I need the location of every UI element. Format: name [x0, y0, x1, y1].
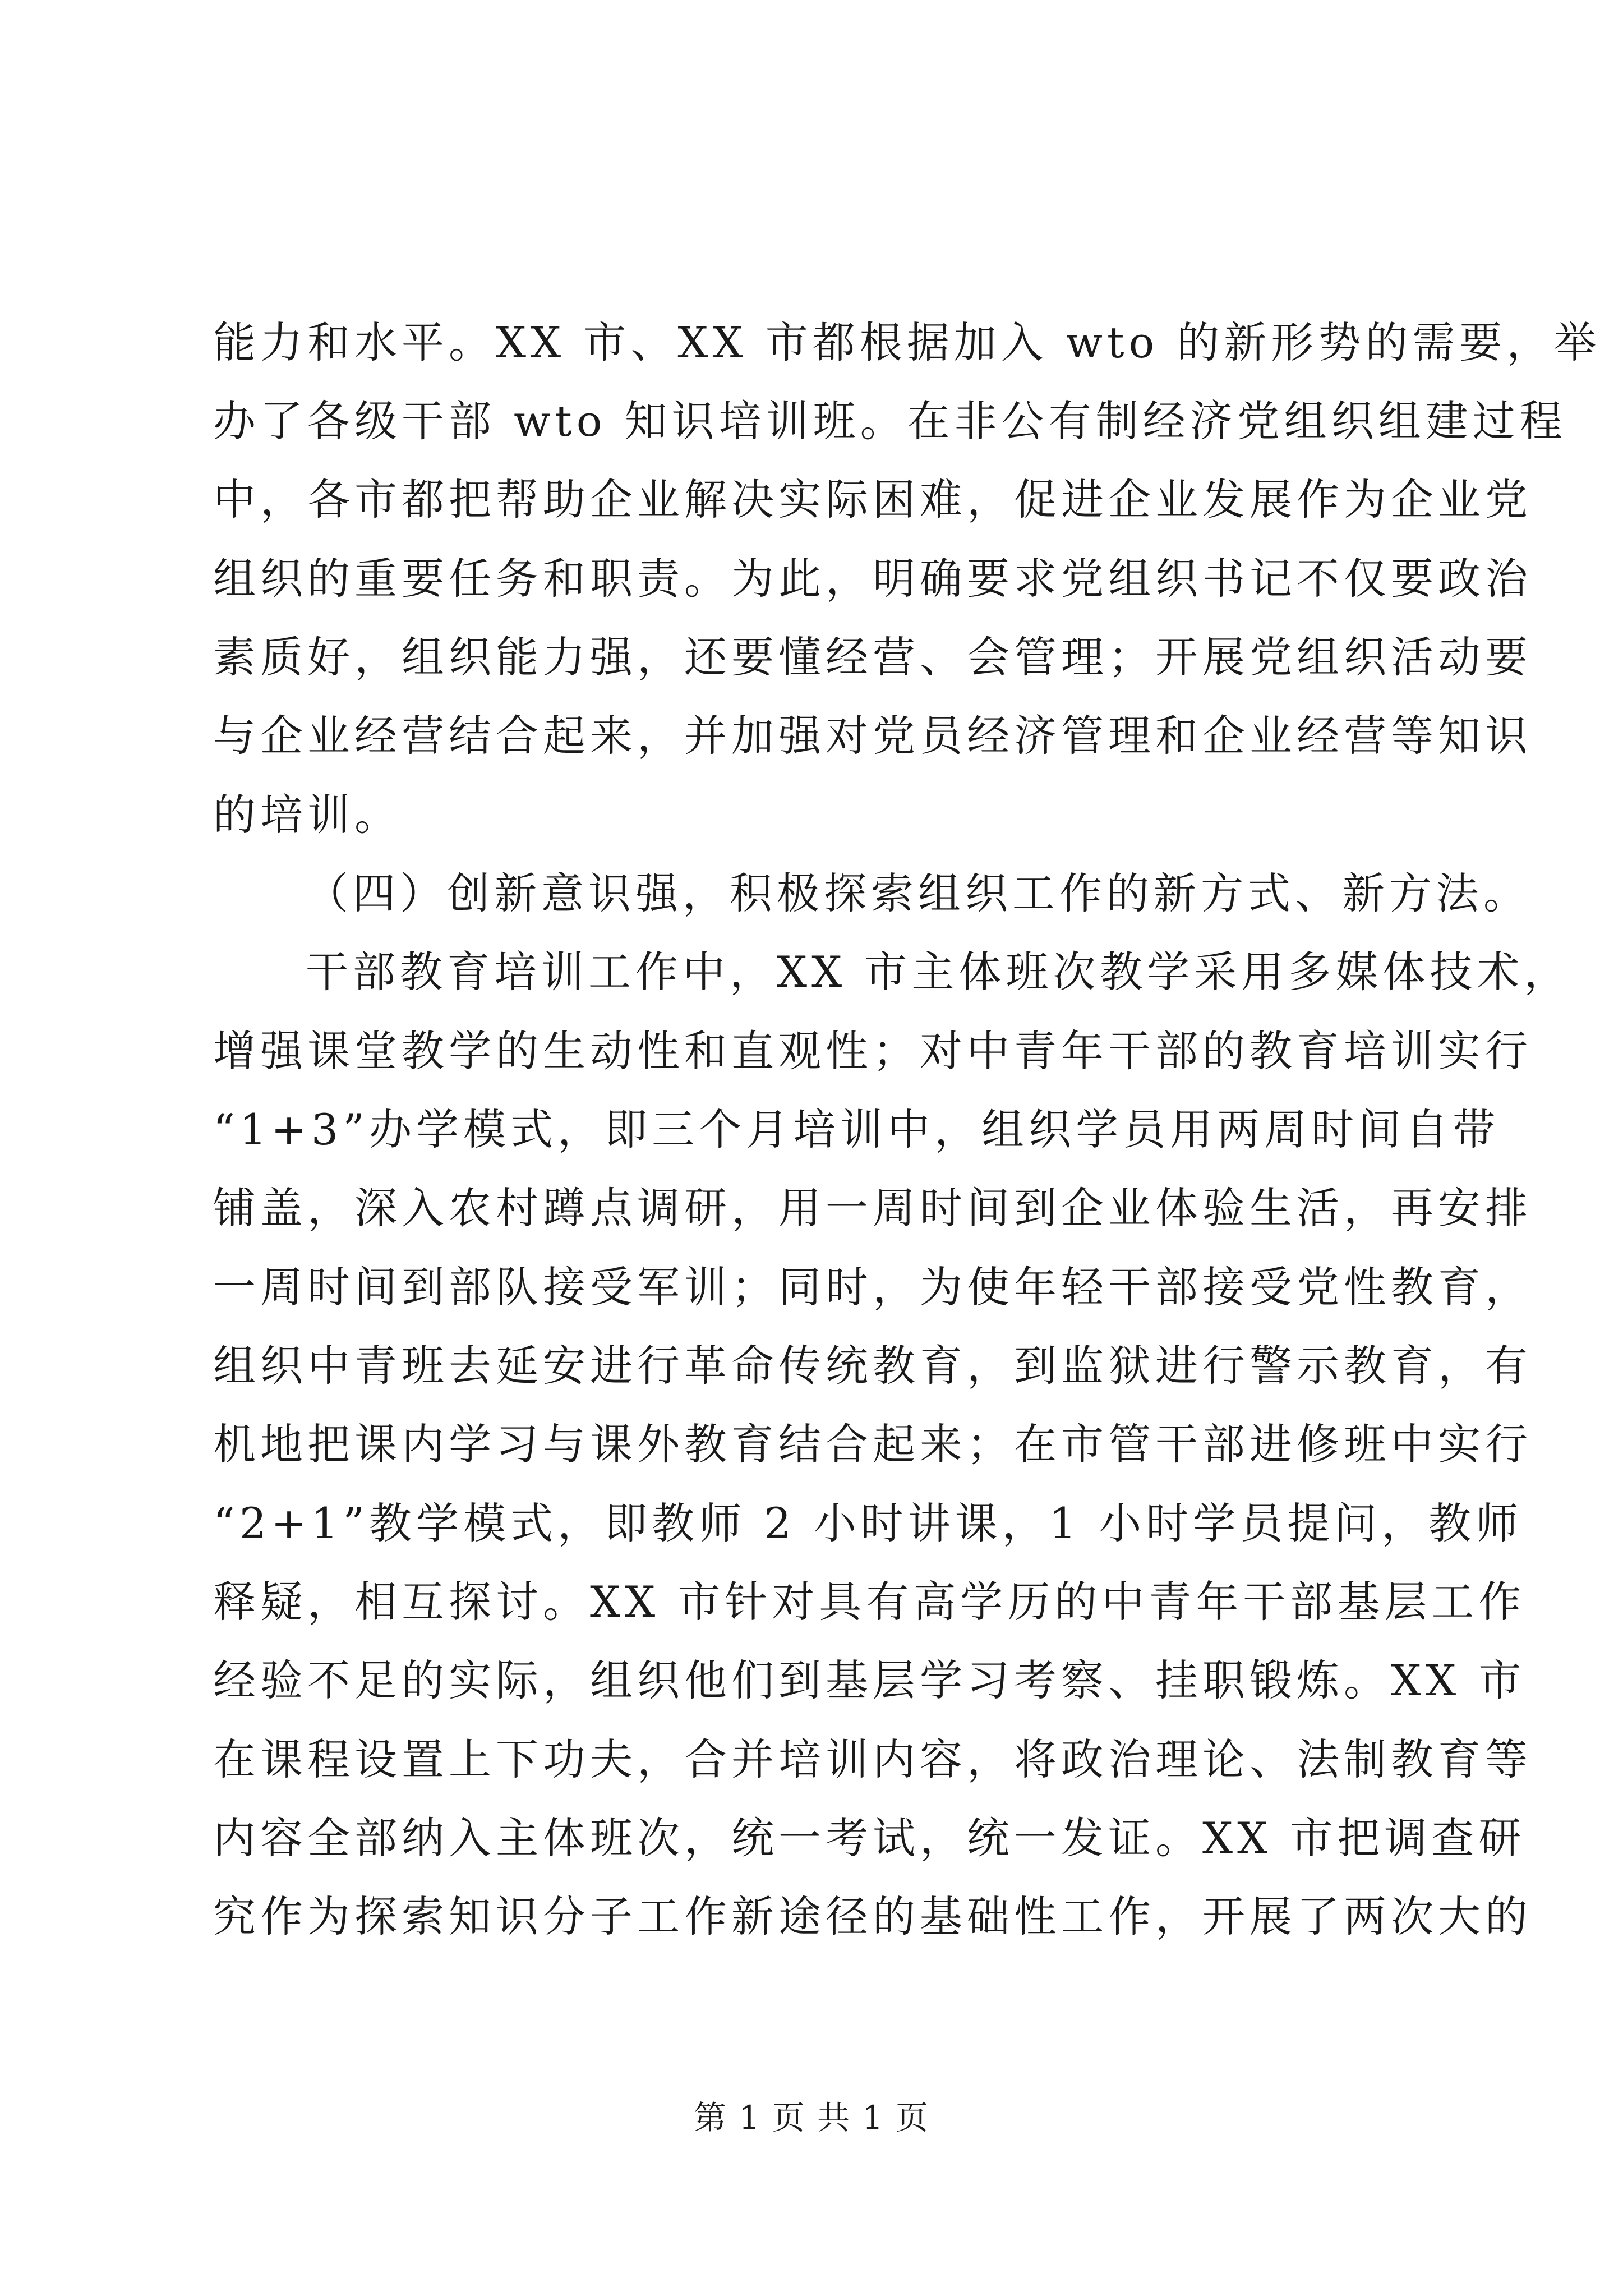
text-line-11: “1+3”办学模式，即三个月培训中，组织学员用两周时间自带 [213, 1105, 1500, 1154]
section-heading: （四）创新意识强，积极探索组织工作的新方式、新方法。 [306, 868, 1530, 918]
page-footer: 第 1 页 共 1 页 [694, 2099, 929, 2137]
text-line-3: 中，各市都把帮助企业解决实际困难，促进企业发展作为企业党 [213, 475, 1532, 524]
text-line-12: 铺盖，深入农村蹲点调研，用一周时间到企业体验生活，再安排 [213, 1183, 1532, 1233]
text-line-19: 在课程设置上下功夫，合并培训内容，将政治理论、法制教育等 [213, 1734, 1532, 1784]
text-line-1: 能力和水平。XX 市、XX 市都根据加入 wto 的新形势的需要，举 [213, 318, 1601, 367]
text-line-13: 一周时间到部队接受军训；同时，为使年轻干部接受党性教育， [213, 1262, 1532, 1312]
text-line-17: 释疑，相互探讨。XX 市针对具有高学历的中青年干部基层工作 [213, 1577, 1526, 1627]
text-line-10: 增强课堂教学的生动性和直观性；对中青年干部的教育培训实行 [213, 1026, 1532, 1076]
text-line-7: 的培训。 [213, 790, 402, 840]
text-line-18: 经验不足的实际，组织他们到基层学习考察、挂职锻炼。XX 市 [213, 1655, 1526, 1705]
text-line-2: 办了各级干部 wto 知识培训班。在非公有制经济党组织组建过程 [213, 396, 1567, 446]
text-line-6: 与企业经营结合起来，并加强对党员经济管理和企业经营等知识 [213, 711, 1532, 761]
text-line-16: “2+1”教学模式，即教师 2 小时讲课，1 小时学员提问，教师 [213, 1498, 1523, 1548]
text-line-4: 组织的重要任务和职责。为此，明确要求党组织书记不仅要政治 [213, 554, 1532, 604]
text-line-15: 机地把课内学习与课外教育结合起来；在市管干部进修班中实行 [213, 1419, 1532, 1469]
text-line-5: 素质好，组织能力强，还要懂经营、会管理；开展党组织活动要 [213, 632, 1532, 682]
text-line-14: 组织中青班去延安进行革命传统教育，到监狱进行警示教育，有 [213, 1341, 1532, 1391]
text-line-9: 干部教育培训工作中，XX 市主体班次教学采用多媒体技术， [306, 947, 1571, 997]
text-line-20: 内容全部纳入主体班次，统一考试，统一发证。XX 市把调查研 [213, 1813, 1526, 1863]
text-line-21: 究作为探索知识分子工作新途径的基础性工作，开展了两次大的 [213, 1892, 1532, 1941]
